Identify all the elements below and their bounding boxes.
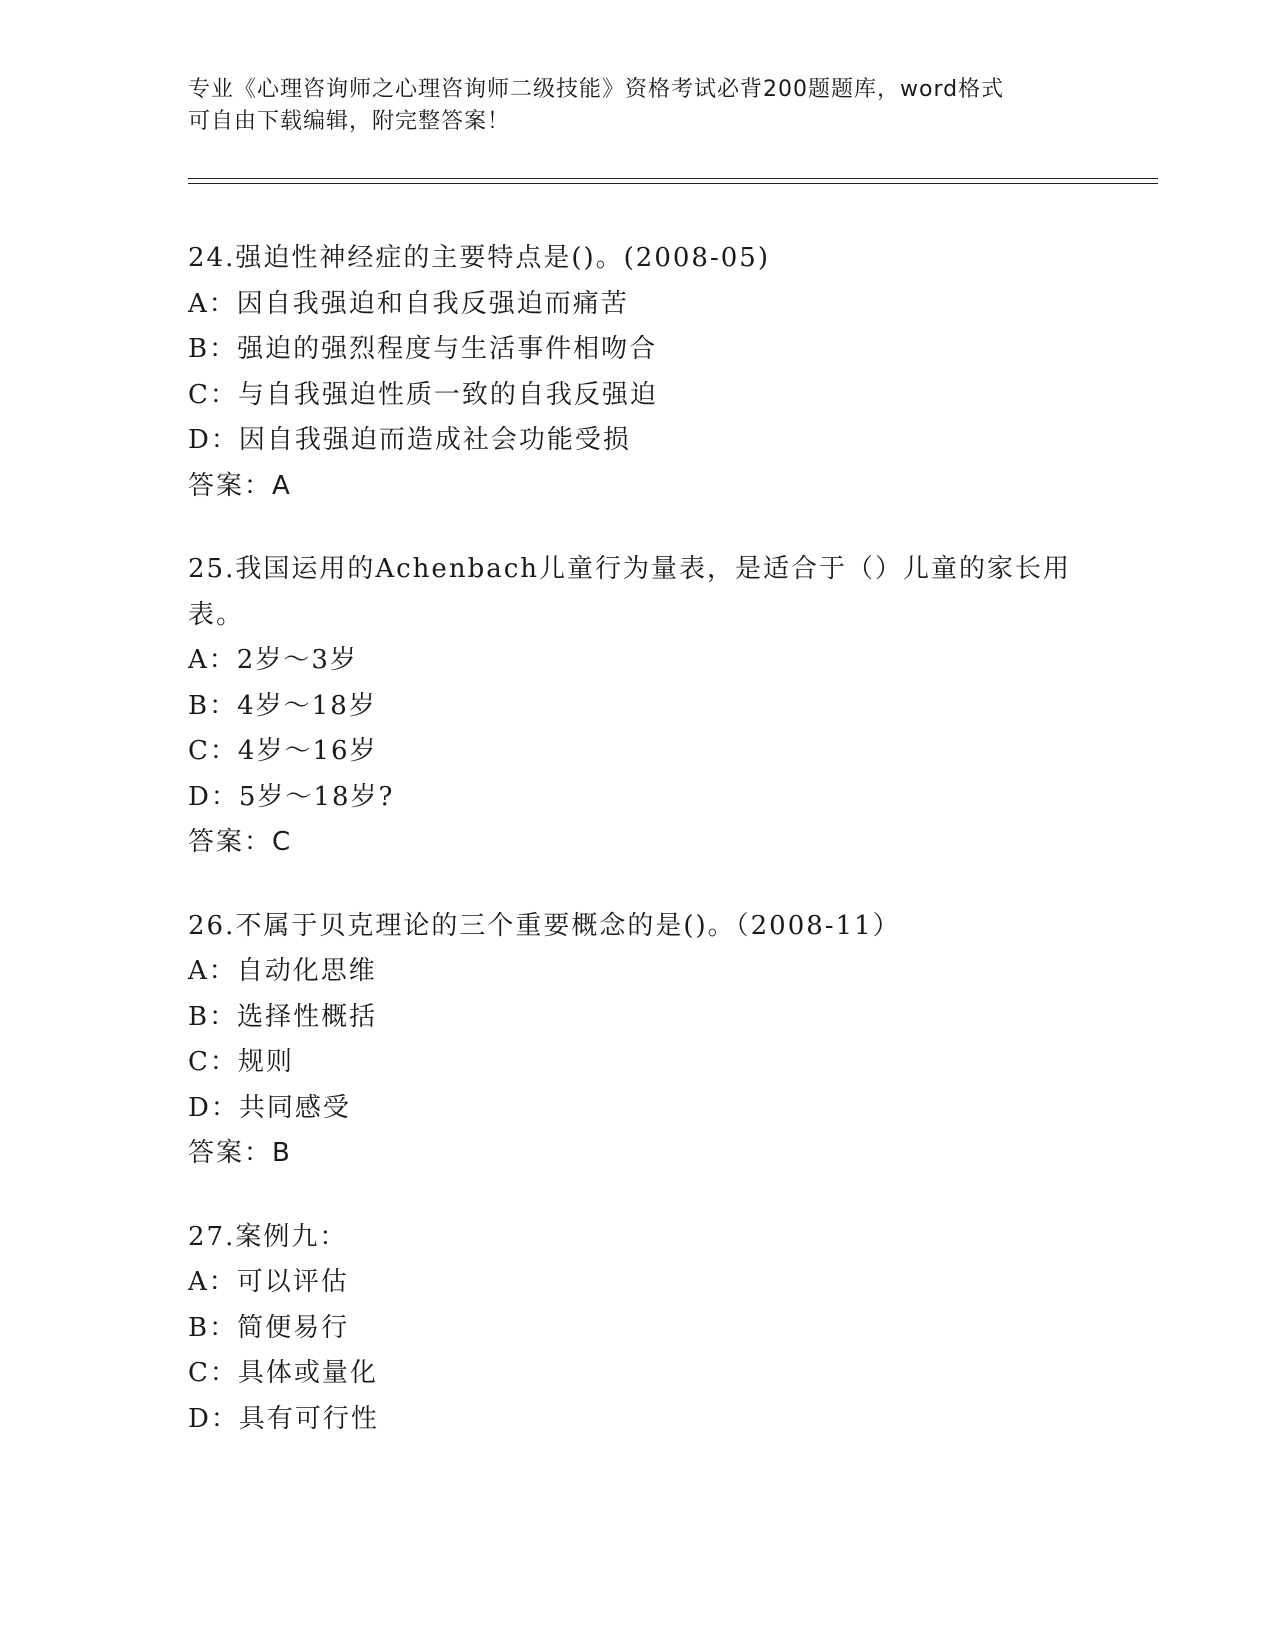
- question-stem: 25.我国运用的Achenbach儿童行为量表，是适合于（）儿童的家长用: [188, 554, 1072, 584]
- option-letter: B：: [188, 1312, 238, 1343]
- answer-line: 答案：B: [188, 1138, 292, 1168]
- option-letter: B：: [188, 1001, 238, 1032]
- option-text: 与自我强迫性质一致的自我反强迫: [237, 379, 658, 410]
- option-c: [188, 729, 1088, 775]
- option-letter: D：: [188, 1403, 239, 1434]
- question-stem: 24.强迫性神经症的主要特点是()。(2008-05): [188, 243, 770, 273]
- option-text: 具体或量化: [237, 1358, 378, 1388]
- header-line-1: 专业《心理咨询师之心理咨询师二级技能》资格考试必背200题题库，word格式: [188, 77, 1005, 102]
- option-text: 因自我强迫而造成社会功能受损: [238, 425, 631, 455]
- option-text: 具有可行性: [238, 1403, 379, 1434]
- question-27: [188, 1215, 1088, 1443]
- option-letter: D：: [188, 1092, 239, 1123]
- option-text: 4岁～18岁: [237, 690, 377, 721]
- question-stem-continuation: 表。: [188, 599, 245, 630]
- option-letter: C：: [188, 736, 238, 766]
- option-text: 因自我强迫和自我反强迫而痛苦: [236, 288, 629, 319]
- option-d: [188, 1397, 1088, 1443]
- option-c: [188, 1040, 1088, 1086]
- option-b: [188, 684, 1088, 730]
- option-text: 共同感受: [238, 1092, 351, 1123]
- option-text: 强迫的强烈程度与生活事件相吻合: [237, 334, 658, 364]
- option-letter: C：: [188, 1358, 238, 1388]
- option-d: [188, 775, 1088, 821]
- option-letter: B：: [188, 690, 238, 721]
- option-letter: D：: [188, 425, 239, 455]
- option-b: [188, 995, 1088, 1041]
- question-stem: 26.不属于贝克理论的三个重要概念的是()。（2008-11）: [188, 910, 901, 941]
- option-text: 2岁～3岁: [236, 645, 358, 675]
- answer-line: 答案：C: [188, 827, 293, 857]
- option-text: 选择性概括: [237, 1001, 378, 1032]
- option-text: 4岁～16岁: [237, 736, 378, 766]
- option-c: [188, 1351, 1088, 1397]
- question-25: [188, 547, 1088, 866]
- answer-line: 答案：A: [188, 470, 292, 501]
- option-d: [188, 1086, 1088, 1132]
- question-stem: 27.案例九：: [188, 1221, 348, 1252]
- option-letter: D：: [188, 781, 239, 812]
- header-line-2: 可自由下载编辑，附完整答案！: [188, 109, 511, 134]
- option-text: 5岁～18岁?: [238, 781, 395, 812]
- question-24: [188, 236, 1088, 509]
- option-letter: C：: [188, 1047, 238, 1077]
- option-letter: A：: [188, 288, 237, 319]
- header-divider-bottom: [188, 183, 1158, 184]
- option-c: [188, 373, 1088, 419]
- option-letter: B：: [188, 334, 238, 364]
- document-header: [188, 74, 1088, 138]
- option-b: [188, 327, 1088, 373]
- option-text: 自动化思维: [236, 956, 377, 986]
- option-letter: A：: [188, 1267, 237, 1297]
- option-letter: C：: [188, 379, 238, 410]
- option-a: [188, 1260, 1088, 1306]
- option-d: [188, 418, 1088, 464]
- option-text: 简便易行: [237, 1312, 350, 1343]
- option-letter: A：: [188, 956, 237, 986]
- option-a: [188, 949, 1088, 995]
- option-text: 可以评估: [236, 1267, 349, 1297]
- option-letter: A：: [188, 645, 237, 675]
- question-list: [188, 236, 1088, 1480]
- option-a: [188, 282, 1088, 328]
- option-text: 规则: [237, 1047, 294, 1077]
- question-26: [188, 904, 1088, 1177]
- option-a: [188, 638, 1088, 684]
- header-divider-top: [188, 178, 1158, 179]
- option-b: [188, 1306, 1088, 1352]
